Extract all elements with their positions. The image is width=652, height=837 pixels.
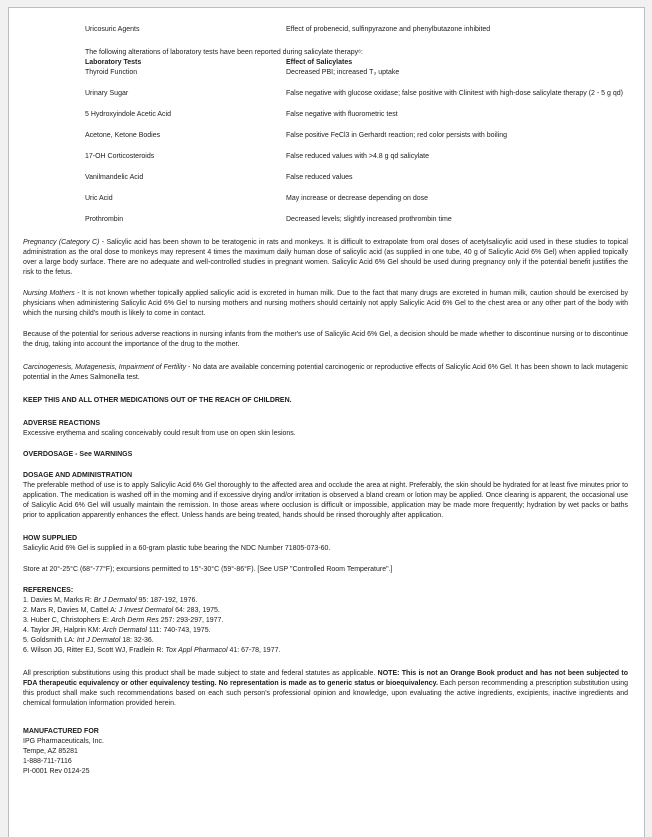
overdosage-heading: OVERDOSAGE - See WARNINGS	[23, 451, 133, 458]
spacer	[23, 439, 628, 450]
substitution-notice-paragraph: All prescription substitutions using this product shall be made subject to state and federal statutes as applicable. NOTE: This is not an Orange Book product and has not been subjected to FDA therapeutic equivalency or other equivalency testing. No representation is made as to generic status or bioequivalency. Each person recommending a prescription substitution using this product shall make such recommendations based on each such person's professional opinion and knowledge, upon evaluating the active ingredients, excipients, inactive ingredients and chemical formulation information provided herein.	[23, 670, 628, 707]
drug-label-document	[8, 7, 645, 837]
spacer	[23, 460, 628, 471]
manufactured-for-heading: MANUFACTURED FOR	[23, 728, 99, 735]
lab-test-effect: False negative with glucose oxidase; false positive with Clinitest with high-dose salicylate therapy (2 - 5 g qd)	[286, 90, 623, 97]
adverse-reactions-text: Excessive erythema and scaling conceivably could result from use on open skin lesions.	[23, 430, 296, 437]
table-row	[85, 68, 628, 78]
manufacturer-city: Tempe, AZ 85281	[23, 748, 78, 755]
lab-test-name: Thyroid Function	[85, 69, 138, 76]
lab-test-name: Acetone, Ketone Bodies	[85, 132, 161, 139]
reference-item: 5. Goldsmith LA: Int J Dermatol 18: 32-36.	[23, 637, 154, 644]
spacer	[23, 575, 628, 586]
references-heading: REFERENCES:	[23, 587, 74, 594]
lab-test-name: 17-OH Corticosteroids	[85, 153, 155, 160]
lab-tests-intro: The following alterations of laboratory tests have been reported during salicylate therapy⁶:	[85, 49, 363, 56]
reference-item: 1. Davies M, Marks R: Br J Dermatol 95: 187-192, 1976.	[23, 597, 198, 604]
table-row	[85, 152, 628, 162]
carcinogenesis-paragraph: Carcinogenesis, Mutagenesis, Impairment of Fertility - No data are available concerning potential carcinogenic or reproductive effects of Salicylic Acid 6% Gel. It has been shown to lack mutagenic potential in the Ames Salmonella test.	[23, 364, 628, 381]
lab-test-name: Vanilmandelic Acid	[85, 174, 144, 181]
table-row	[85, 89, 628, 99]
lab-tests-table	[85, 25, 628, 225]
spacer	[23, 656, 628, 669]
uricosuric-row	[85, 25, 628, 35]
table-row	[85, 215, 628, 225]
manufacturer-phone: 1-888-711-7116	[23, 758, 72, 765]
lab-table-header-row	[85, 58, 628, 68]
reference-item: 6. Wilson JG, Ritter EJ, Scott WJ, Fradlein R: Tox Appl Pharmacol 41: 67-78, 1977.	[23, 647, 281, 654]
interaction-effect-value: Effect of probenecid, sulfinpyrazone and phenylbutazone inhibited	[286, 26, 491, 33]
lab-test-name: Urinary Sugar	[85, 90, 129, 97]
lab-test-effect: Decreased PBI; increased T₃ uptake	[286, 69, 400, 76]
nursing-mothers-paragraph: Nursing Mothers - It is not known whether topically applied salicylic acid is excreted in human milk. Due to the fact that many drugs are excreted in human milk, caution should be exercised by physicians when administering Salicylic Acid 6% Gel to nursing mothers and nursing mothers should certainly not apply Salicylic Acid 6% Gel to the chest area or any other part of the body with which the nursing child's mouth is likely to come in contact.	[23, 290, 628, 317]
table-row	[85, 131, 628, 141]
spacer	[23, 709, 628, 727]
table-row	[85, 110, 628, 120]
manufacturer-block	[23, 727, 628, 777]
lab-test-name: Uric Acid	[85, 195, 113, 202]
document-revision-code: PI-0001 Rev 0124-25	[23, 768, 90, 775]
lab-test-effect: False reduced values with >4.8 g qd salicylate	[286, 153, 429, 160]
dosage-administration-heading: DOSAGE AND ADMINISTRATION	[23, 472, 133, 479]
lab-test-effect: May increase or decrease depending on dose	[286, 195, 429, 202]
nursing-infants-paragraph: Because of the potential for serious adverse reactions in nursing infants from the mother's use of Salicylic Acid 6% Gel, a decision should be made whether to discontinue nursing or to discontinue the drug, taking into account the importance of the drug to the mother.	[23, 331, 628, 348]
lab-test-effect: False reduced values	[286, 174, 353, 181]
spacer	[23, 383, 628, 396]
table-row	[85, 173, 628, 183]
spacer	[23, 521, 628, 534]
lab-test-effect: False negative with fluorometric test	[286, 111, 398, 118]
manufacturer-name: IPG Pharmaceuticals, Inc.	[23, 738, 104, 745]
lab-test-effect: False positive FeCl3 in Gerhardt reaction; red color persists with boiling	[286, 132, 507, 139]
spacer	[23, 278, 628, 289]
spacer	[23, 319, 628, 330]
storage-conditions-text: Store at 20°-25°C (68°-77°F); excursions permitted to 15°-30°C (59°-86°F). [See USP "Controlled Room Temperature".]	[23, 566, 393, 573]
dosage-administration-text: The preferable method of use is to apply Salicylic Acid 6% Gel thoroughly to the affected area and occlude the area at night. Preferably, the skin should be hydrated for at least five minutes prior to application. The medication is washed off in the morning and if excessive drying and/or irritation is observed a bland cream or lotion may be applied. Once clearing is apparent, the occasional use of Salicylic Acid 6% Gel will usually maintain the remission. In those areas where occlusion is difficult or impossible, application may be made more frequently; hydration by wet packs or baths prior to application apparently enhances the effect. Unless hands are being treated, hands should be rinsed thoroughly after application.	[23, 482, 628, 519]
reference-item: 4. Taylor JR, Halprin KM: Arch Dermatol 111: 740-743, 1975.	[23, 627, 211, 634]
adverse-reactions-heading: ADVERSE REACTIONS	[23, 420, 101, 427]
interaction-agent-label: Uricosuric Agents	[85, 26, 140, 33]
table-row	[85, 194, 628, 204]
pregnancy-paragraph: Pregnancy (Category C) - Salicylic acid has been shown to be teratogenic in rats and monkeys. It is difficult to extrapolate from oral doses of acetylsalicylic acid used in these studies to topical administration as the oral dose to monkeys may represent 4 times the maximum daily human dose of salicylic acid (as supplied in one tube, 40 g of Salicylic Acid 6% Gel) when applied topically over a large body surface. There are no adequate and well-controlled studies in pregnant women. Salicylic Acid 6% Gel should be used during pregnancy only if the potential benefit justifies the risk to the fetus.	[23, 239, 628, 276]
lab-test-name: 5 Hydroxyindole Acetic Acid	[85, 111, 171, 118]
how-supplied-text: Salicylic Acid 6% Gel is supplied in a 60-gram plastic tube bearing the NDC Number 71805-073-60.	[23, 545, 331, 552]
spacer	[23, 225, 628, 238]
lab-header-tests: Laboratory Tests	[85, 59, 142, 66]
lab-test-name: Prothrombin	[85, 216, 124, 223]
lab-test-effect: Decreased levels; slightly increased prothrombin time	[286, 216, 452, 223]
spacer	[85, 35, 628, 48]
spacer	[23, 406, 628, 419]
reference-item: 2. Mars R, Davies M, Cattel A: J Invest Dermatol 64: 283, 1975.	[23, 607, 220, 614]
keep-out-of-reach-statement: KEEP THIS AND ALL OTHER MEDICATIONS OUT OF THE REACH OF CHILDREN.	[23, 397, 292, 404]
how-supplied-heading: HOW SUPPLIED	[23, 535, 78, 542]
lab-header-effects: Effect of Salicylates	[286, 59, 353, 66]
spacer	[23, 554, 628, 565]
spacer	[23, 350, 628, 363]
reference-item: 3. Huber C, Christophers E: Arch Derm Res 257: 293-297, 1977.	[23, 617, 224, 624]
